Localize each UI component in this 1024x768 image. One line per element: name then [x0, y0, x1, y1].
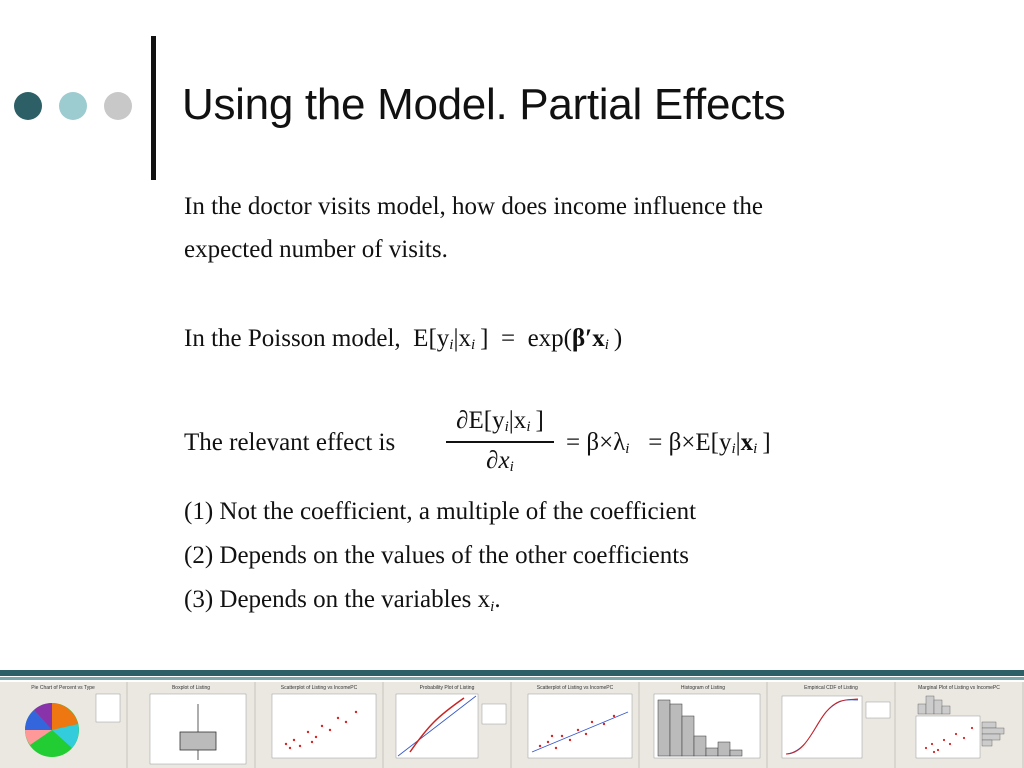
- dot-2: [59, 92, 87, 120]
- fraction-numerator: ∂E[yi|xi ]: [456, 407, 544, 435]
- point-3-text: (3) Depends on the variables x: [184, 586, 491, 613]
- thumb-title: Probability Plot of Listing: [419, 685, 475, 691]
- title-divider: [151, 36, 156, 180]
- thumb-title: Scatterplot of Listing vs IncomePC: [536, 685, 614, 691]
- probability-plot-icon: [384, 682, 510, 768]
- thumb-title: Empirical CDF of Listing: [804, 685, 858, 691]
- point-1: (1) Not the coefficient, a multiple of the coefficient: [184, 498, 697, 525]
- scatter-icon: [256, 682, 382, 768]
- thumb-title: Pie Chart of Percent vs Type: [31, 685, 95, 691]
- effect-equation-rhs: = β×λi = β×E[yi|xi ]: [566, 429, 771, 457]
- point-3-tail: .: [494, 586, 501, 613]
- pie-chart-icon: [0, 682, 126, 768]
- dot-1: [14, 92, 42, 120]
- poisson-label: In the Poisson model,: [184, 325, 401, 352]
- point-2: (2) Depends on the values of the other coefficients: [184, 542, 689, 569]
- thumb-probability-plot: [384, 682, 510, 768]
- thumbnail-strip: [0, 682, 1024, 768]
- fraction-denominator: ∂xi: [486, 446, 514, 475]
- boxplot-icon: [128, 682, 254, 768]
- histogram-icon: [640, 682, 766, 768]
- fraction-line: [446, 441, 554, 443]
- thumb-marginal-plot: [896, 682, 1022, 768]
- decorative-dots: [14, 92, 132, 120]
- thumb-title: Scatterplot of Listing vs IncomePC: [280, 685, 358, 691]
- footer-bar-light: [0, 677, 1024, 680]
- thumb-boxplot: [128, 682, 254, 768]
- point-3-subscript: i: [490, 599, 495, 615]
- slide-title: Using the Model. Partial Effects: [182, 80, 786, 129]
- thumb-title: Marginal Plot of Listing vs IncomePC: [918, 685, 1000, 691]
- intro-line-1: In the doctor visits model, how does income influence the: [184, 193, 764, 220]
- cdf-icon: [768, 682, 894, 768]
- thumb-title: Histogram of Listing: [680, 685, 726, 691]
- thumb-scatterplot-fit: [512, 682, 638, 768]
- thumb-scatterplot: [256, 682, 382, 768]
- intro-line-2: expected number of visits.: [184, 236, 448, 263]
- scatter-fit-icon: [512, 682, 638, 768]
- poisson-equation: E[yi|xi ] = exp(β′xi ): [406, 325, 623, 353]
- footer-bar: [0, 670, 1024, 676]
- thumb-pie-chart: [0, 682, 126, 768]
- poisson-line: [184, 324, 622, 357]
- thumb-histogram: [640, 682, 766, 768]
- point-3: [184, 585, 501, 618]
- effect-label: The relevant effect is: [184, 429, 396, 456]
- dot-3: [104, 92, 132, 120]
- thumb-empirical-cdf: [768, 682, 894, 768]
- marginal-plot-icon: [896, 682, 1022, 768]
- partial-derivative-fraction: [446, 407, 554, 475]
- thumb-title: Boxplot of Listing: [171, 685, 211, 691]
